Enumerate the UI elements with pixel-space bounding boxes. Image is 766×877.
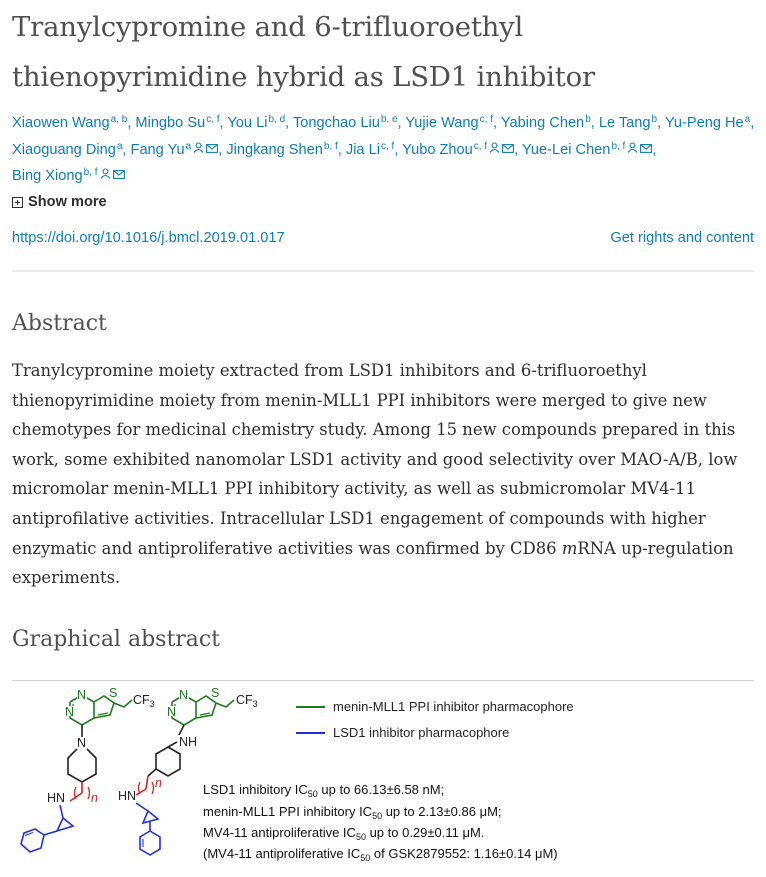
- author-name: Mingbo Su: [135, 115, 206, 131]
- result-2-pre: menin-MLL1 PPI inhibitory IC: [203, 804, 373, 819]
- author-affiliation: a: [185, 140, 192, 152]
- left-linker-bond-2: [70, 793, 82, 801]
- article-title: Tranylcypromine and 6-trifluoroethyl thienopyrimidine hybrid as LSD1 inhibitor: [12, 11, 595, 93]
- left-cf3-label: [133, 693, 155, 709]
- right-n-label-1: N: [167, 705, 177, 719]
- author-link[interactable]: [665, 115, 750, 131]
- result-1-post: up to 66.13±6.58 nM;: [317, 782, 445, 797]
- author-affiliation: c, f: [206, 114, 220, 125]
- author-name: Yue-Lei Chen: [521, 141, 611, 158]
- author-name: Xiaoguang Ding: [12, 141, 116, 158]
- right-linker-bond-3: [136, 789, 146, 795]
- right-hn-label: HN: [118, 789, 137, 803]
- result-4-sub: 50: [360, 853, 371, 863]
- left-cf3-text: CF: [133, 693, 150, 707]
- author-link[interactable]: [226, 142, 337, 158]
- author-name: Jingkang Shen: [226, 141, 323, 158]
- author-link[interactable]: [227, 115, 285, 131]
- author-name: Fang Yu: [130, 141, 185, 158]
- result-1-pre: LSD1 inhibitory IC: [203, 782, 308, 797]
- show-more-label: Show more: [28, 194, 107, 210]
- author-link[interactable]: [501, 115, 591, 131]
- right-s-label: S: [211, 686, 220, 700]
- results-text: [203, 782, 558, 863]
- result-1-sub: 50: [307, 789, 318, 799]
- left-s-label: S: [109, 686, 118, 700]
- author-name: Bing Xiong: [12, 168, 83, 184]
- left-piperidine-n-label: N: [77, 736, 87, 750]
- result-2-sub: 50: [372, 811, 383, 821]
- right-nh-ring-bond: [168, 742, 177, 747]
- author-name: Jia Li: [345, 141, 380, 158]
- author-affiliation: b, f: [323, 140, 338, 152]
- right-n-label-2: N: [179, 688, 189, 702]
- result-3-pre: MV4-11 antiproliferative IC: [203, 825, 356, 840]
- right-cyclohexyl-ring: [156, 747, 180, 776]
- left-piperidine-ring: [68, 749, 96, 782]
- result-line-2: [203, 804, 502, 821]
- person-icon: [627, 137, 638, 163]
- divider: [12, 270, 754, 272]
- author-affiliation: c, f: [380, 140, 395, 152]
- left-cyclopropyl: [57, 818, 73, 831]
- doi-link[interactable]: https://doi.org/10.1016/j.bmcl.2019.01.017: [12, 230, 285, 246]
- author-name: You Li: [227, 115, 268, 131]
- author-link[interactable]: [402, 142, 514, 158]
- result-2-post: up to 2.13±0.86 μM;: [382, 804, 502, 819]
- author-affiliation: a, b: [110, 114, 128, 125]
- author-affiliation: b: [585, 114, 591, 125]
- author-affiliation: b, f: [83, 167, 98, 178]
- author-link[interactable]: [12, 115, 127, 131]
- result-3-post: up to 0.29±0.11 μM.: [365, 825, 485, 840]
- result-line-4: [203, 846, 558, 863]
- right-cf3-sub: 3: [252, 699, 258, 709]
- left-n-label-1: N: [65, 705, 75, 719]
- abstract-text-main: Tranylcypromine moiety extracted from LSD1 inhibitors and 6-trifluoroethyl thienopyrimidine moiety from menin-MLL1 PPI inhibitors were merged to give new chemotypes for medicinal chemistry study. Among 15 new compounds prepared in this work, some exhibited nanomolar LSD1 activity and good selectivity over MAO-A/B, low micromolar menin-MLL1 PPI inhibitory activity, as well as submicromolar MV4-11 antiprofilative activities. Intracellular LSD1 engagement of compounds with higher enzymatic and antiproliferative activities was confirmed by CD86: [12, 361, 738, 558]
- author-affiliation: a: [744, 114, 751, 125]
- author-name: Xiaowen Wang: [12, 115, 110, 131]
- right-cyclopropyl: [143, 811, 158, 823]
- rights-link[interactable]: Get rights and content: [610, 230, 754, 246]
- graphical-abstract-figure: [0, 681, 766, 877]
- molecule-left: [21, 686, 155, 852]
- author-name: Yubo Zhou: [402, 141, 473, 158]
- left-cf3-sub: 3: [149, 699, 155, 709]
- right-link-bond: [179, 725, 184, 735]
- result-4-pre: (MV4-11 antiproliferative IC: [203, 846, 361, 861]
- right-linker-bond: [148, 769, 156, 776]
- author-name: Yu-Peng He: [664, 115, 744, 131]
- author-affiliation: c, f: [473, 140, 488, 152]
- author-link[interactable]: [346, 142, 394, 158]
- right-linker-bond-2: [146, 776, 148, 789]
- author-affiliation: b, f: [611, 140, 626, 152]
- plus-box-icon: [12, 197, 23, 208]
- author-name: Le Tang: [598, 115, 651, 131]
- author-affiliation: b: [651, 114, 658, 125]
- envelope-icon[interactable]: [502, 137, 514, 163]
- author-name: Yujie Wang: [405, 115, 479, 131]
- abstract-text-italic: m: [561, 538, 578, 558]
- person-icon: [193, 137, 204, 163]
- graphical-abstract-heading: Graphical abstract: [12, 627, 221, 652]
- result-4-post: of GSK2879552: 1.16±0.14 μM): [370, 846, 558, 861]
- right-nh-bond: [136, 803, 148, 811]
- result-3-sub: 50: [355, 832, 366, 842]
- author-link[interactable]: [522, 142, 652, 158]
- show-more-button[interactable]: [12, 194, 107, 210]
- left-n-label-2: N: [77, 688, 87, 702]
- left-paren-close: [88, 787, 90, 799]
- person-icon: [100, 163, 111, 189]
- abstract-text: [12, 356, 762, 593]
- author-link[interactable]: [131, 142, 219, 158]
- right-n-index: n: [155, 776, 162, 790]
- author-link[interactable]: [405, 115, 493, 131]
- envelope-icon[interactable]: [640, 137, 652, 163]
- author-name: Yabing Chen: [500, 115, 585, 131]
- right-cf3-chain: [216, 700, 234, 707]
- author-affiliation: b, d: [268, 114, 286, 125]
- author-link[interactable]: [599, 115, 657, 131]
- left-phenyl-bond: [44, 831, 57, 835]
- author-name: Tongchao Liu: [293, 115, 380, 131]
- legend: [296, 699, 574, 740]
- left-hn-label: HN: [47, 791, 66, 805]
- result-line-3: [203, 825, 484, 842]
- left-nh-bond: [60, 805, 63, 818]
- legend-label-green: menin-MLL1 PPI inhibitor pharmacophore: [333, 699, 574, 714]
- author-list: Xiaowen Wang$^{a, b}$, Mingbo Su$^{c, f}$, You Li$^{b, d}$, Tongchao Liu$^{b, e}$, Yujie Wang$^{c, f}$, Yabing Chen$^b$, Le Tang$^b$, Yu-Peng He$^a$, Xiaoguang Ding$^a$, Fang Yu$^a$ , Jingkang Shen$^{b, f}$, Jia Li$^{c, f}$, Yubo Zhou$^{c, f}$ , Yue-Lei Chen$^{b, f}$ , Bing Xiong$^{b, f}$: [12, 111, 757, 190]
- right-cf3-label: [236, 693, 258, 709]
- legend-label-blue: LSD1 inhibitor pharmacophore: [333, 725, 510, 740]
- author-link[interactable]: [12, 168, 125, 184]
- person-icon: [489, 137, 500, 163]
- result-line-1: [203, 782, 444, 799]
- author-affiliation: a: [116, 140, 123, 152]
- abstract-text-end: RNA up-regulation experiments.: [12, 538, 734, 588]
- author-affiliation: b, e: [380, 114, 398, 125]
- author-link[interactable]: [12, 142, 122, 158]
- left-n-index: n: [91, 791, 98, 805]
- author-link[interactable]: [293, 115, 398, 131]
- author-affiliation: c, f: [479, 114, 494, 125]
- envelope-icon[interactable]: [206, 137, 218, 163]
- right-cf3-text: CF: [236, 693, 253, 707]
- envelope-icon[interactable]: [113, 163, 125, 189]
- abstract-heading: Abstract: [12, 311, 107, 336]
- left-thiophene-double: [98, 713, 108, 715]
- left-cf3-chain: [114, 700, 132, 707]
- right-thiophene-double: [200, 713, 210, 715]
- right-paren-close: [152, 782, 154, 794]
- right-nh-label: NH: [179, 735, 198, 749]
- author-link[interactable]: [135, 115, 219, 131]
